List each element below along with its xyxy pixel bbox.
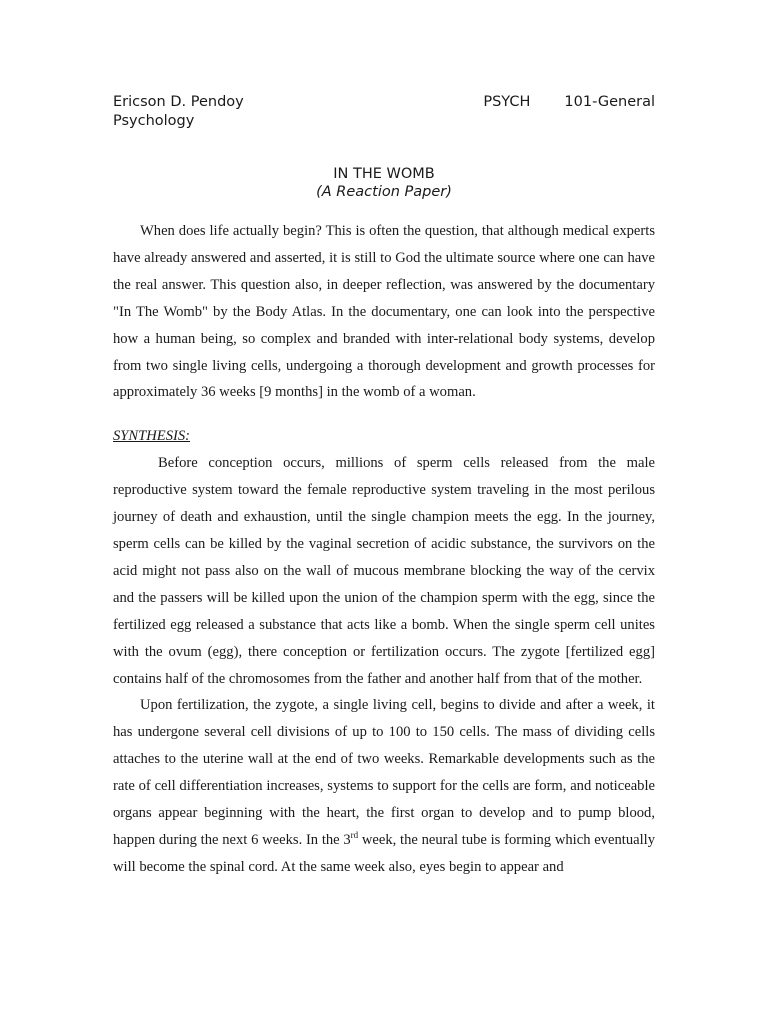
paragraph-2-text-b: week, the neural tube is forming which eventually will become the spinal cord. At the same week also, eyes begin to appear and <box>113 831 655 875</box>
ordinal-suffix: rd <box>350 830 359 841</box>
header-line <box>113 93 655 112</box>
document-body <box>113 218 655 881</box>
author-name: Ericson D. Pendoy <box>113 94 244 110</box>
document-title: IN THE WOMB <box>333 166 435 182</box>
course-name-continued: Psychology <box>113 113 195 129</box>
synthesis-heading: SYNTHESIS: <box>113 428 191 445</box>
synthesis-paragraph-1: Before conception occurs, millions of sperm cells released from the male reproductive system toward the female reproductive system traveling in the most perilous journey of death and exhaustion, until the single champion meets the egg. In the journey, sperm cells can be killed by the vaginal secretion of acidic substance, the survivors on the acid might not pass also on the wall of mucous membrane blocking the way of the cervix and the passers will be killed upon the union of the champion sperm with the egg, since the fertilized egg released a substance that acts like a bomb. When the single sperm cell unites with the ovum (egg), there conception or fertilization occurs. The zygote [fertilized egg] contains half of the chromosomes from the father and another half from that of the mother. <box>113 455 655 687</box>
document-subtitle: (A Reaction Paper) <box>316 184 452 200</box>
intro-paragraph: When does life actually begin? This is often the question, that although medical experts have already answered and asserted, it is still to God the ultimate source where one can have the real answer. This question also, in deeper reflection, was answered by the documentary "In The Womb" by the Body Atlas. In the documentary, one can look into the perspective how a human being, so complex and branded with inter-relational body systems, develop from two single living cells, undergoing a thorough development and growth processes for approximately 36 weeks [9 months] in the womb of a woman. <box>113 223 655 401</box>
course-info <box>483 93 655 112</box>
synthesis-paragraph-2 <box>113 692 655 880</box>
document-header <box>113 93 655 131</box>
paragraph-2-text-a: Upon fertilization, the zygote, a single living cell, begins to divide and after a week, it has undergone several cell divisions of up to 100 to 150 cells. The mass of dividing cells attaches to the uterine wall at the end of two weeks. Remarkable developments such as the rate of cell differentiation increases, systems to support for the cells are form, and noticeable organs appear beginning with the heart, the first organ to develop and to pump blood, happen during the next 6 weeks. In the 3 <box>113 697 655 848</box>
course-code: PSYCH <box>483 94 531 110</box>
title-block <box>0 165 768 201</box>
course-number: 101-General <box>564 94 655 110</box>
